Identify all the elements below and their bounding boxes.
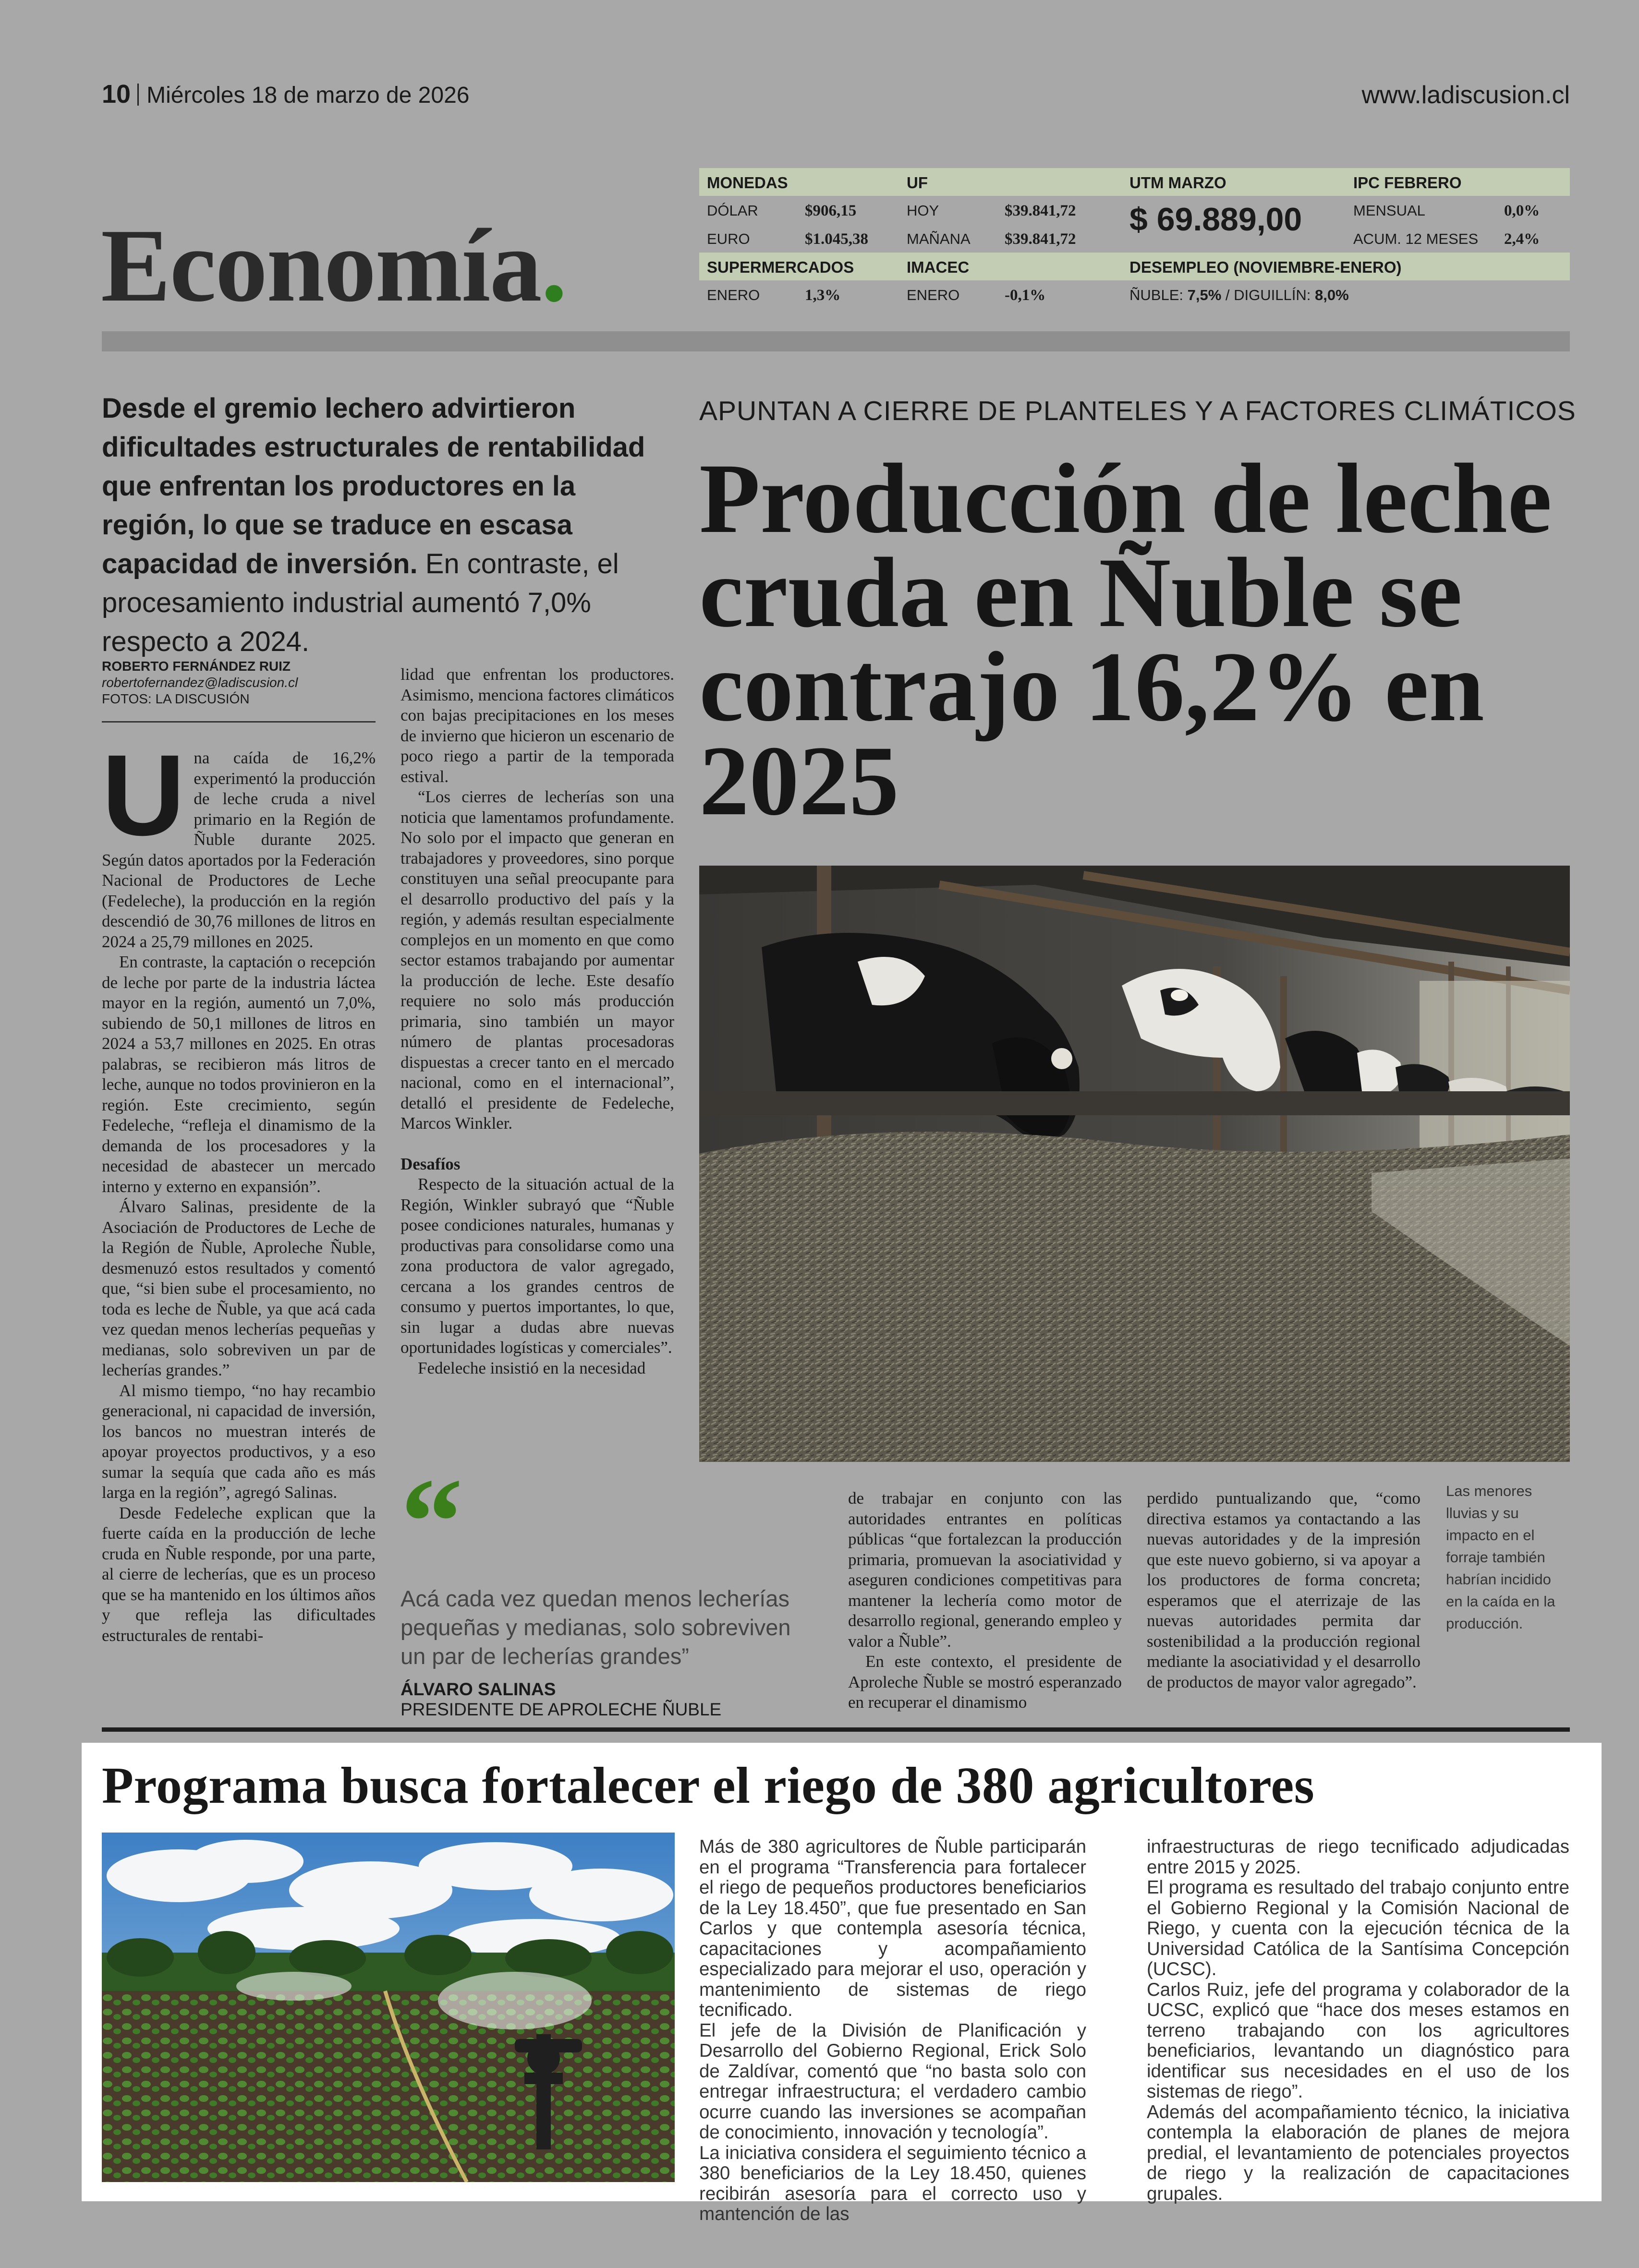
photo-credit: FOTOS: LA DISCUSIÓN bbox=[102, 691, 250, 706]
secondary-column-1 bbox=[699, 1837, 1086, 2225]
desempleo-separator: / bbox=[1225, 287, 1230, 303]
subhead: Desafíos bbox=[401, 1154, 461, 1173]
utm-value: $ 69.889,00 bbox=[1129, 201, 1302, 238]
article-lead bbox=[102, 389, 659, 661]
photo-caption: Las menores lluvias y su impacto en el forraje también habrían incidido en la caída en la producción. bbox=[1446, 1483, 1555, 1632]
quote-author-role: PRESIDENTE DE APROLECHE ÑUBLE bbox=[401, 1700, 722, 1719]
author-name: ROBERTO FERNÁNDEZ RUIZ bbox=[102, 659, 291, 674]
diguillin-value: 8,0% bbox=[1315, 287, 1349, 303]
kicker: APUNTAN A CIERRE DE PLANTELES Y A FACTORES CLIMÁTICOS bbox=[699, 396, 1576, 426]
uf-manana-value: $39.841,72 bbox=[1005, 230, 1076, 248]
imacec-label: IMACEC bbox=[907, 258, 970, 276]
utm-label: UTM MARZO bbox=[1129, 174, 1226, 192]
desempleo-values bbox=[1129, 287, 1349, 304]
paragraph: En este contexto, el presidente de Aproleche Ñuble se mostró esperanzado en recuperar el dinamismo bbox=[848, 1652, 1122, 1712]
ipc-mensual-value: 0,0% bbox=[1504, 202, 1540, 219]
author-email[interactable]: robertofernandez@ladiscusion.cl bbox=[102, 675, 298, 690]
ipc-acum-value: 2,4% bbox=[1504, 230, 1540, 248]
ipc-acum-label: ACUM. 12 MESES bbox=[1353, 230, 1479, 247]
paragraph: Respecto de la situación actual de la Región, Winkler subrayó que “Ñuble posee condiciones naturales, humanas y productivas para consolidarse como una zona productora de valor agregado, cercana a los grandes centros de consumo y puertos importantes, lo que, sin lugar a dudas abre nuevas oportunidades logísticas y comerciales”. bbox=[401, 1175, 674, 1357]
lead-bold: Desde el gremio lechero advirtieron dificultades estructurales de rentabilidad que enfrentan los productores en la región, lo que se traduce en escasa capacidad de inversión. bbox=[102, 393, 645, 579]
quote-text: Acá cada vez quedan menos lecherías pequeñas y medianas, solo sobreviven un par de lecherías grandes” bbox=[401, 1586, 791, 1669]
paragraph: El programa es resultado del trabajo conjunto entre el Gobierno Regional y la Comisión Nacional de Riego, y cuenta con la ejecución técnica de la Universidad Católica de la Santísima Concepción (UCSC). bbox=[1147, 1877, 1569, 1979]
paragraph: Además del acompañamiento técnico, la iniciativa contempla la elaboración de planes de mejora predial, el levantamiento de potenciales proyectos de riego y la realización de capacitaciones grupales. bbox=[1147, 2101, 1569, 2204]
header-divider bbox=[137, 84, 139, 106]
ipc-mensual-label: MENSUAL bbox=[1353, 202, 1425, 219]
paragraph: La iniciativa considera el seguimiento técnico a 380 beneficiarios de la Ley 18.450, quienes recibirán asesoría para el correcto uso y mantención de las bbox=[699, 2142, 1086, 2224]
paragraph: “Los cierres de lecherías son una noticia que lamentamos profundamente. No solo por el impacto que generan en trabajadores y proveedores, sino porque constituyen una señal preocupante para el desarrollo productivo del país y la región, y además resultan especialmente complejos en un momento en que como sector estamos trabajando por aumentar la producción de leche. Este desafío requiere no solo más producción primaria, sino también un mayor número de plantas procesadoras dispuestas a crecer tanto en el mercado nacional, como en el internacional”, detalló el presidente de Fedeleche, Marcos Winkler. bbox=[401, 787, 674, 1133]
paragraph: Desde Fedeleche explican que la fuerte caída en la producción de leche cruda en Ñuble responde, por una parte, al cierre de lecherías, que es un proceso que se ha mantenido en los últimos años y que refleja las dificultades estructurales de rentabi- bbox=[102, 1503, 376, 1645]
section-name: Economía bbox=[101, 208, 541, 324]
pull-quote bbox=[401, 1453, 804, 1720]
article-separator bbox=[102, 1727, 1570, 1732]
diguillin-label: DIGUILLÍN: bbox=[1234, 287, 1311, 303]
section-divider bbox=[102, 331, 1570, 351]
ipc-label: IPC FEBRERO bbox=[1353, 174, 1462, 192]
paragraph: de trabajar en conjunto con las autoridades entrantes en políticas públicas “que fortalezcan la producción primaria, promuevan la asociatividad y aseguren condiciones competitivas para mantener la lechería como motor de desarrollo regional, generando empleo y valor a Ñuble”. bbox=[848, 1489, 1122, 1651]
uf-hoy-value: $39.841,72 bbox=[1005, 202, 1076, 219]
paragraph: lidad que enfrentan los productores. Asimismo, menciona factores climáticos con bajas precipitaciones en los meses de invierno que hicieron un escenario de poco riego a partir de la temporada estival. bbox=[401, 665, 674, 786]
quote-mark-icon: “ bbox=[401, 1453, 463, 1591]
euro-value: $1.045,38 bbox=[805, 230, 868, 248]
paragraph: Al mismo tiempo, “no hay recambio generacional, ni capacidad de inversión, los bancos no muestran interés de apoyar proyectos productivos, y a eso sumar la sequía que cada año es más larga en la región”, agregó Salinas. bbox=[102, 1381, 376, 1502]
paragraph: Más de 380 agricultores de Ñuble participarán en el programa “Transferencia para fortalecer el riego de pequeños productores beneficiarios de la Ley 18.450”, que fue presentado en San Carlos y que contempla asesoría técnica, capacitaciones y acompañamiento especializado para mejorar el uso, operación y mantenimiento de sistemas de riego tecnificado. bbox=[699, 1836, 1086, 2020]
nuble-label: ÑUBLE: bbox=[1129, 287, 1183, 303]
supermercados-month: ENERO bbox=[707, 287, 760, 303]
byline bbox=[102, 658, 376, 707]
article-column-2 bbox=[401, 664, 674, 1378]
monedas-label: MONEDAS bbox=[707, 174, 788, 192]
page-number: 10 bbox=[102, 80, 131, 109]
drop-cap: U bbox=[102, 731, 185, 859]
uf-label: UF bbox=[907, 174, 928, 192]
paragraph: Fedeleche insistió en la necesidad bbox=[418, 1358, 646, 1377]
section-dot: . bbox=[541, 208, 567, 324]
issue-date: Miércoles 18 de marzo de 2026 bbox=[146, 83, 470, 108]
section-title bbox=[101, 208, 567, 324]
page-header-left bbox=[102, 79, 469, 109]
uf-hoy-label: HOY bbox=[907, 202, 939, 219]
supermercados-label: SUPERMERCADOS bbox=[707, 258, 854, 276]
dolar-label: DÓLAR bbox=[707, 202, 758, 219]
paragraph: En contraste, la captación o recepción de leche por parte de la industria láctea mayor en la región, aumentó un 7,0%, subiendo de 50,1 millones de litros en 2024 a 53,7 millones en 2025. En otras palabras, se recibieron más litros de leche, aunque no todos provinieron en la región. Este crecimiento, según Fedeleche, “refleja el dinamismo de la demanda de los procesadores y la necesidad de abastecer un mercado interno y externo en expansión”. bbox=[102, 953, 376, 1196]
paragraph: infraestructuras de riego tecnificado adjudicadas entre 2015 y 2025. bbox=[1147, 1836, 1569, 1878]
imacec-value: -0,1% bbox=[1005, 287, 1046, 304]
website-link[interactable]: www.ladiscusion.cl bbox=[1361, 81, 1570, 109]
desempleo-label: DESEMPLEO (NOVIEMBRE-ENERO) bbox=[1129, 258, 1402, 276]
lead-rest: En contraste, el procesamiento industrial aumentó 7,0% respecto a 2024. bbox=[102, 548, 619, 657]
uf-manana-label: MAÑANA bbox=[907, 230, 971, 247]
cows-feeding-photo bbox=[699, 866, 1570, 1462]
article-column-1 bbox=[102, 731, 376, 1646]
paragraph: na caída de 16,2% experimentó la producción de leche cruda a nivel primario en la Región de Ñuble durante 2025. Según datos aportados por la Federación Nacional de Productores de Leche (Fedeleche), la producción en la región descendió de 30,76 millones de litros en 2024 a 25,79 millones en 2025. bbox=[102, 748, 376, 951]
euro-label: EURO bbox=[707, 230, 750, 247]
supermercados-value: 1,3% bbox=[805, 287, 841, 304]
paragraph: Álvaro Salinas, presidente de la Asociación de Productores de Leche de la Región de Ñuble, Aproleche Ñuble, desmenuzó estos resultados y comentó que, “si bien sube el procesamiento, no toda es leche de Ñuble, ya que acá cada vez quedan menos lecherías pequeñas y medianas, solo sobreviven un par de lecherías grandes.” bbox=[102, 1197, 376, 1379]
economic-indicators bbox=[699, 168, 1570, 308]
headline: Producción de leche cruda en Ñuble se contrajo 16,2% en 2025 bbox=[699, 443, 1552, 836]
paragraph: perdido puntualizando que, “como directiva estamos ya contactando a las nuevas autoridades y de la impresión que este nuevo gobierno, si va apoyar a los productores de forma concreta; esperamos que el aterrizaje de las nuevas autoridades permita dar sostenibilidad a la producción regional mediante la asociatividad y el desarrollo de productos de mayor valor agregado”. bbox=[1147, 1489, 1420, 1691]
imacec-month: ENERO bbox=[907, 287, 960, 303]
article-column-3 bbox=[848, 1488, 1122, 1713]
dolar-value: $906,15 bbox=[805, 202, 857, 219]
paragraph: El jefe de la División de Planificación y Desarrollo del Gobierno Regional, Erick Solo de Zaldívar, comentó que “no basta solo con entregar infraestructura; el verdadero cambio ocurre cuando las inversiones se acompañan de conocimiento, innovación y tecnología”. bbox=[699, 2020, 1086, 2143]
secondary-headline: Programa busca fortalecer el riego de 380 agricultores bbox=[102, 1757, 1315, 1814]
paragraph: Carlos Ruiz, jefe del programa y colaborador de la UCSC, explicó que “hace dos meses estamos en terreno trabajando con los agricultores beneficiarios, levantando un diagnóstico para identificar sus necesidades en el uso de los sistemas de riego”. bbox=[1147, 1979, 1569, 2102]
byline-rule bbox=[102, 721, 376, 723]
article-column-4 bbox=[1147, 1488, 1420, 1692]
irrigation-field-photo bbox=[102, 1833, 675, 2182]
secondary-column-2 bbox=[1147, 1837, 1569, 2204]
nuble-value: 7,5% bbox=[1187, 287, 1222, 303]
quote-author: ÁLVARO SALINAS bbox=[401, 1679, 556, 1699]
